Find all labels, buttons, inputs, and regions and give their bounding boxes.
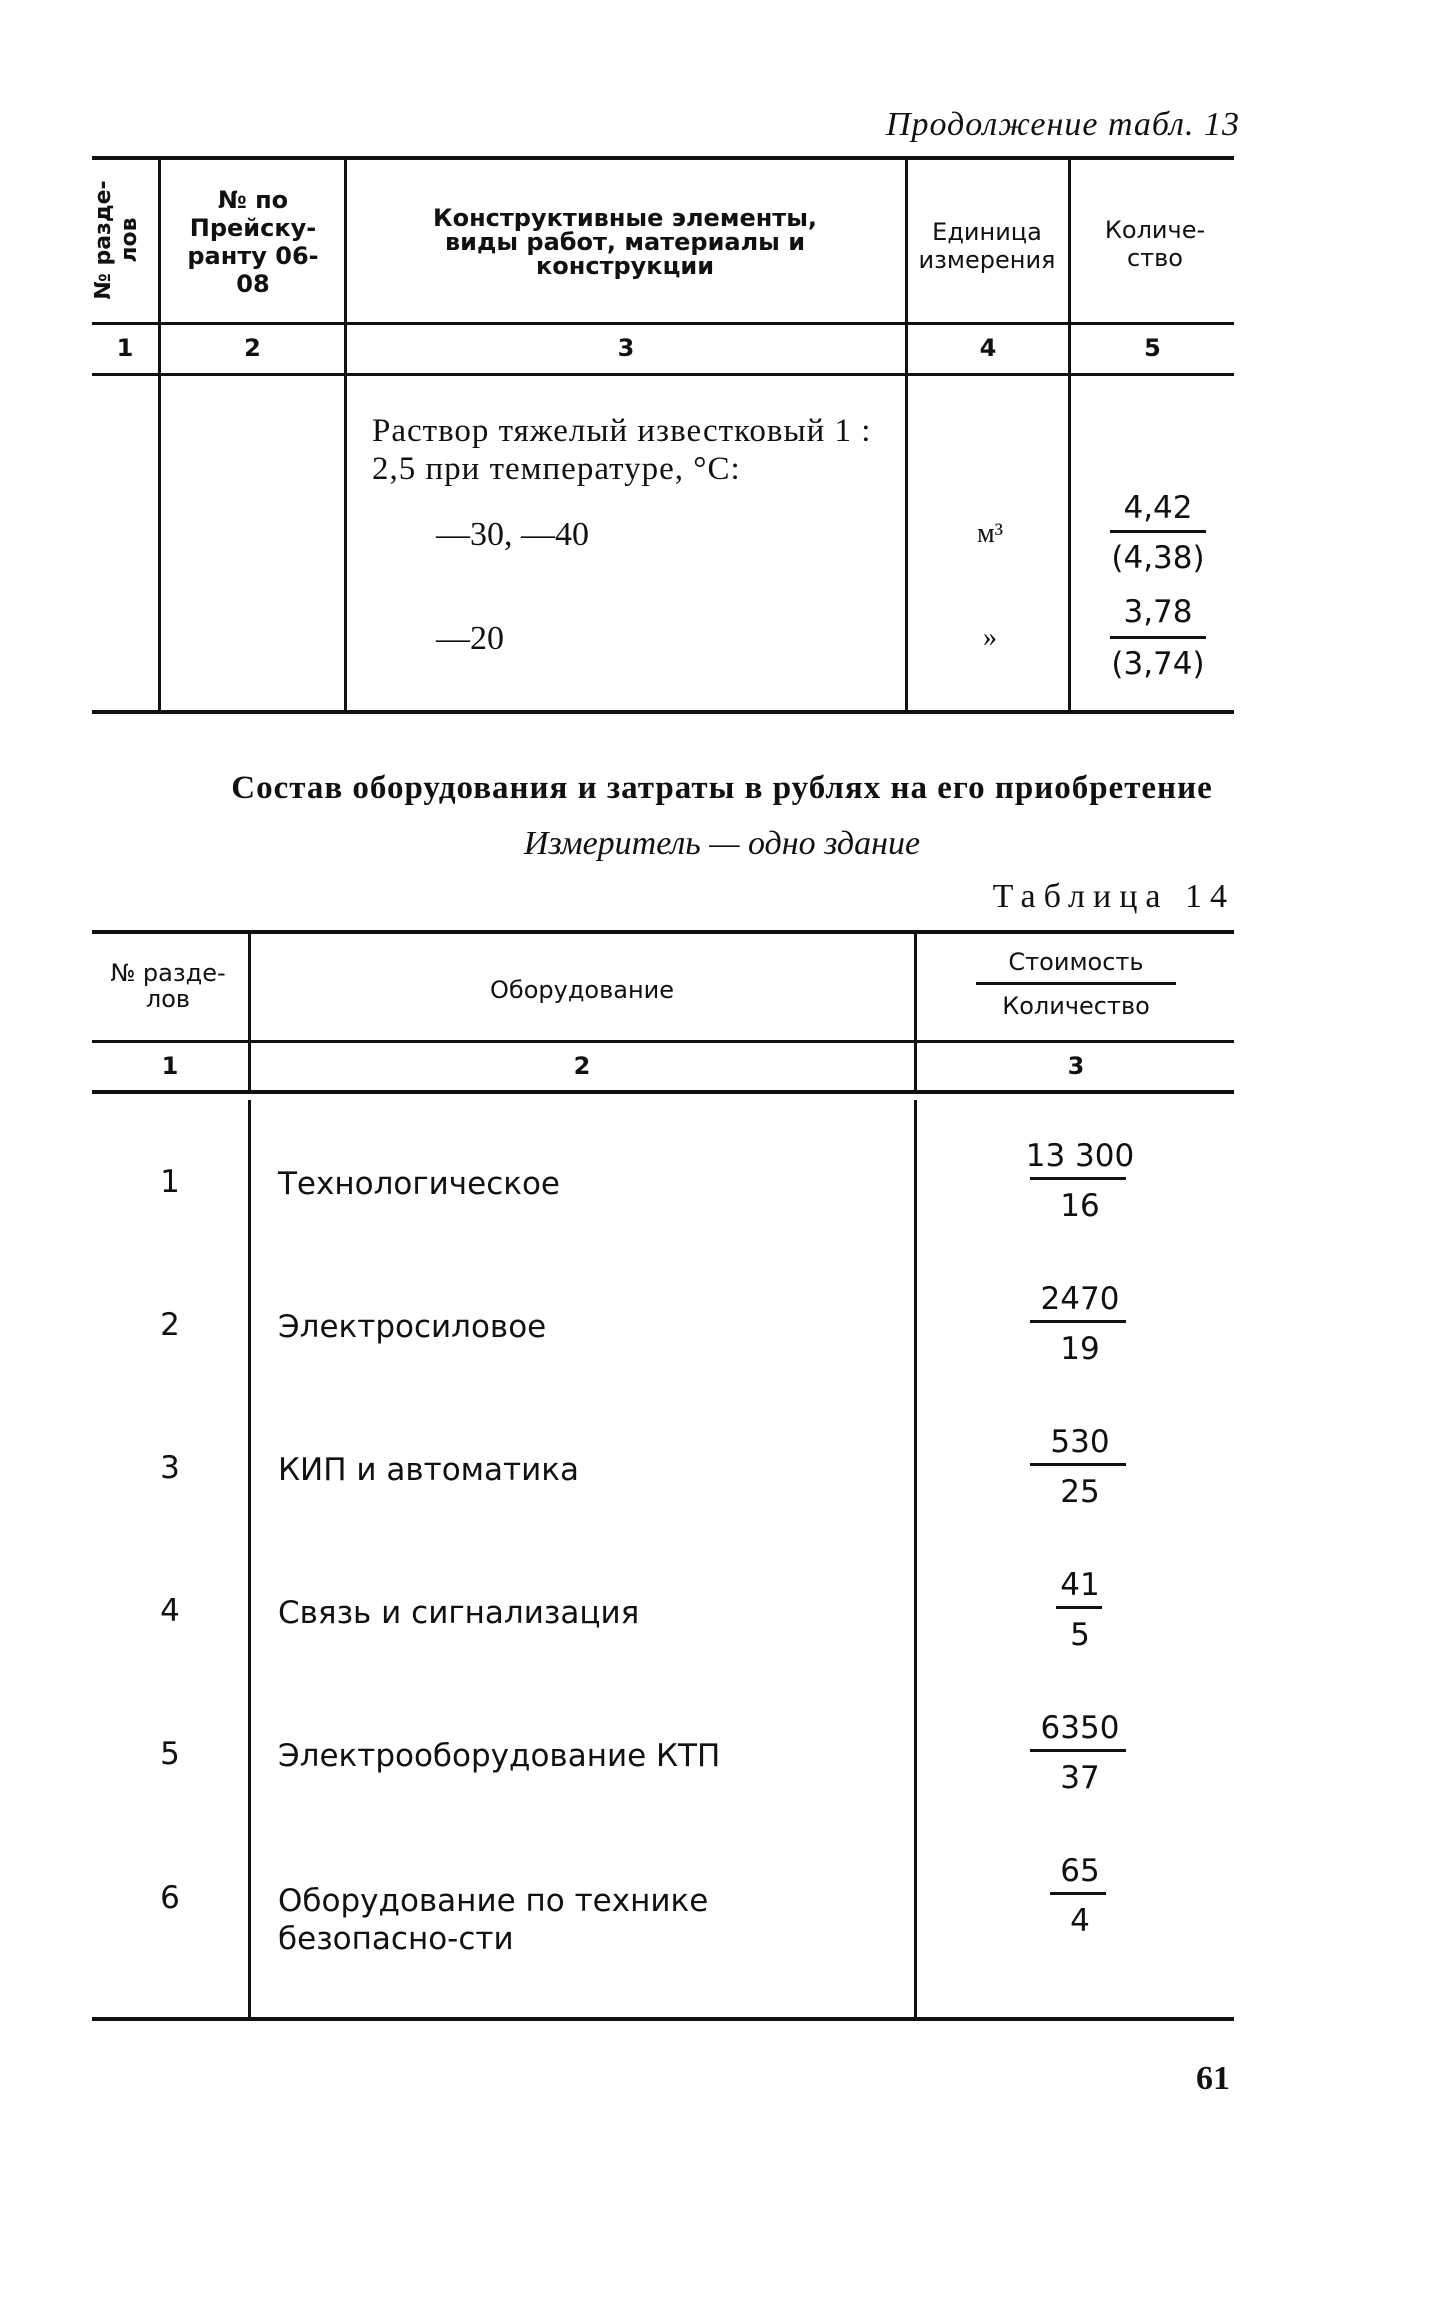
section-title: Состав оборудования и затраты в рублях на его приобретение — [231, 770, 1213, 806]
t14-row-cost: 65 — [1060, 1853, 1100, 1889]
t13-row2-label: —20 — [436, 620, 504, 657]
t13-row1-numerator: 4,42 — [1123, 490, 1193, 526]
t13-row1-label: —30, —40 — [436, 516, 589, 553]
t14-row-cost: 530 — [1050, 1424, 1110, 1460]
t14-header-sections: № разде-лов — [110, 959, 226, 1013]
t14-row-number: 3 — [160, 1450, 180, 1486]
table-14-caption: Таблица 14 — [992, 878, 1235, 915]
t13-header-unit: Единица измерения — [918, 218, 1056, 274]
t14-header-cost: Стоимость — [1008, 948, 1144, 976]
t14-row-cost: 41 — [1060, 1567, 1100, 1603]
continuation-caption: Продолжение табл. 13 — [885, 106, 1240, 143]
t14-row-number: 5 — [160, 1736, 180, 1772]
t13-row2-denominator: (3,74) — [1111, 646, 1205, 682]
t14-row-cost: 6350 — [1040, 1710, 1120, 1746]
t14-row-quantity: 5 — [1070, 1617, 1090, 1653]
t14-row-quantity: 19 — [1060, 1331, 1100, 1367]
t13-colnum-3: 3 — [617, 334, 635, 362]
t13-description: Раствор тяжелый известковый 1 : 2,5 при температуре, °С: — [372, 413, 872, 487]
t14-header-quantity: Количество — [1002, 992, 1150, 1020]
t14-row-cost: 2470 — [1040, 1281, 1120, 1317]
t13-row1-unit: м³ — [976, 518, 1004, 549]
t14-row-number: 1 — [160, 1164, 180, 1200]
t13-colnum-2: 2 — [244, 334, 261, 362]
t13-header-sections: № разде-лов — [91, 180, 142, 300]
t14-row-quantity: 37 — [1060, 1760, 1100, 1796]
t14-row-name: Технологическое — [278, 1166, 560, 1202]
t14-row-number: 2 — [160, 1307, 180, 1343]
t13-row2-numerator: 3,78 — [1123, 594, 1193, 630]
t14-row-cost: 13 300 — [1025, 1138, 1135, 1174]
t14-row-name: Электросиловое — [278, 1309, 547, 1345]
measure-caption: Измеритель — одно здание — [523, 825, 921, 862]
t14-header-equipment: Оборудование — [490, 976, 674, 1004]
t13-row1-denominator: (4,38) — [1111, 540, 1205, 576]
t14-colnum-1: 1 — [161, 1052, 179, 1080]
t13-row2-unit: » — [983, 622, 997, 653]
t14-row-quantity: 25 — [1060, 1474, 1100, 1510]
t13-colnum-5: 5 — [1144, 334, 1161, 362]
t14-row-name: КИП и автоматика — [278, 1452, 579, 1488]
t14-row-number: 6 — [160, 1880, 180, 1916]
t14-row-name: Связь и сигнализация — [278, 1595, 640, 1631]
t13-header-quantity: Количе-ство — [1104, 216, 1206, 272]
t14-colnum-2: 2 — [573, 1052, 591, 1080]
t13-colnum-1: 1 — [116, 334, 134, 362]
t14-row-quantity: 4 — [1070, 1903, 1090, 1939]
t14-row-quantity: 16 — [1060, 1188, 1100, 1224]
t14-row-name: Электрооборудование КТП — [278, 1738, 721, 1774]
t13-header-elements: Конструктивные элементы, виды работ, материалы и конструкции — [432, 204, 818, 280]
t13-colnum-4: 4 — [979, 334, 997, 362]
t14-colnum-3: 3 — [1067, 1052, 1085, 1080]
t14-row-number: 4 — [160, 1593, 180, 1629]
t13-header-pricelist: № по Прейску-ранту 06-08 — [187, 186, 319, 298]
t14-row-name: Оборудование по технике безопасно-сти — [278, 1883, 709, 1957]
page-number: 61 — [1196, 2060, 1230, 2097]
